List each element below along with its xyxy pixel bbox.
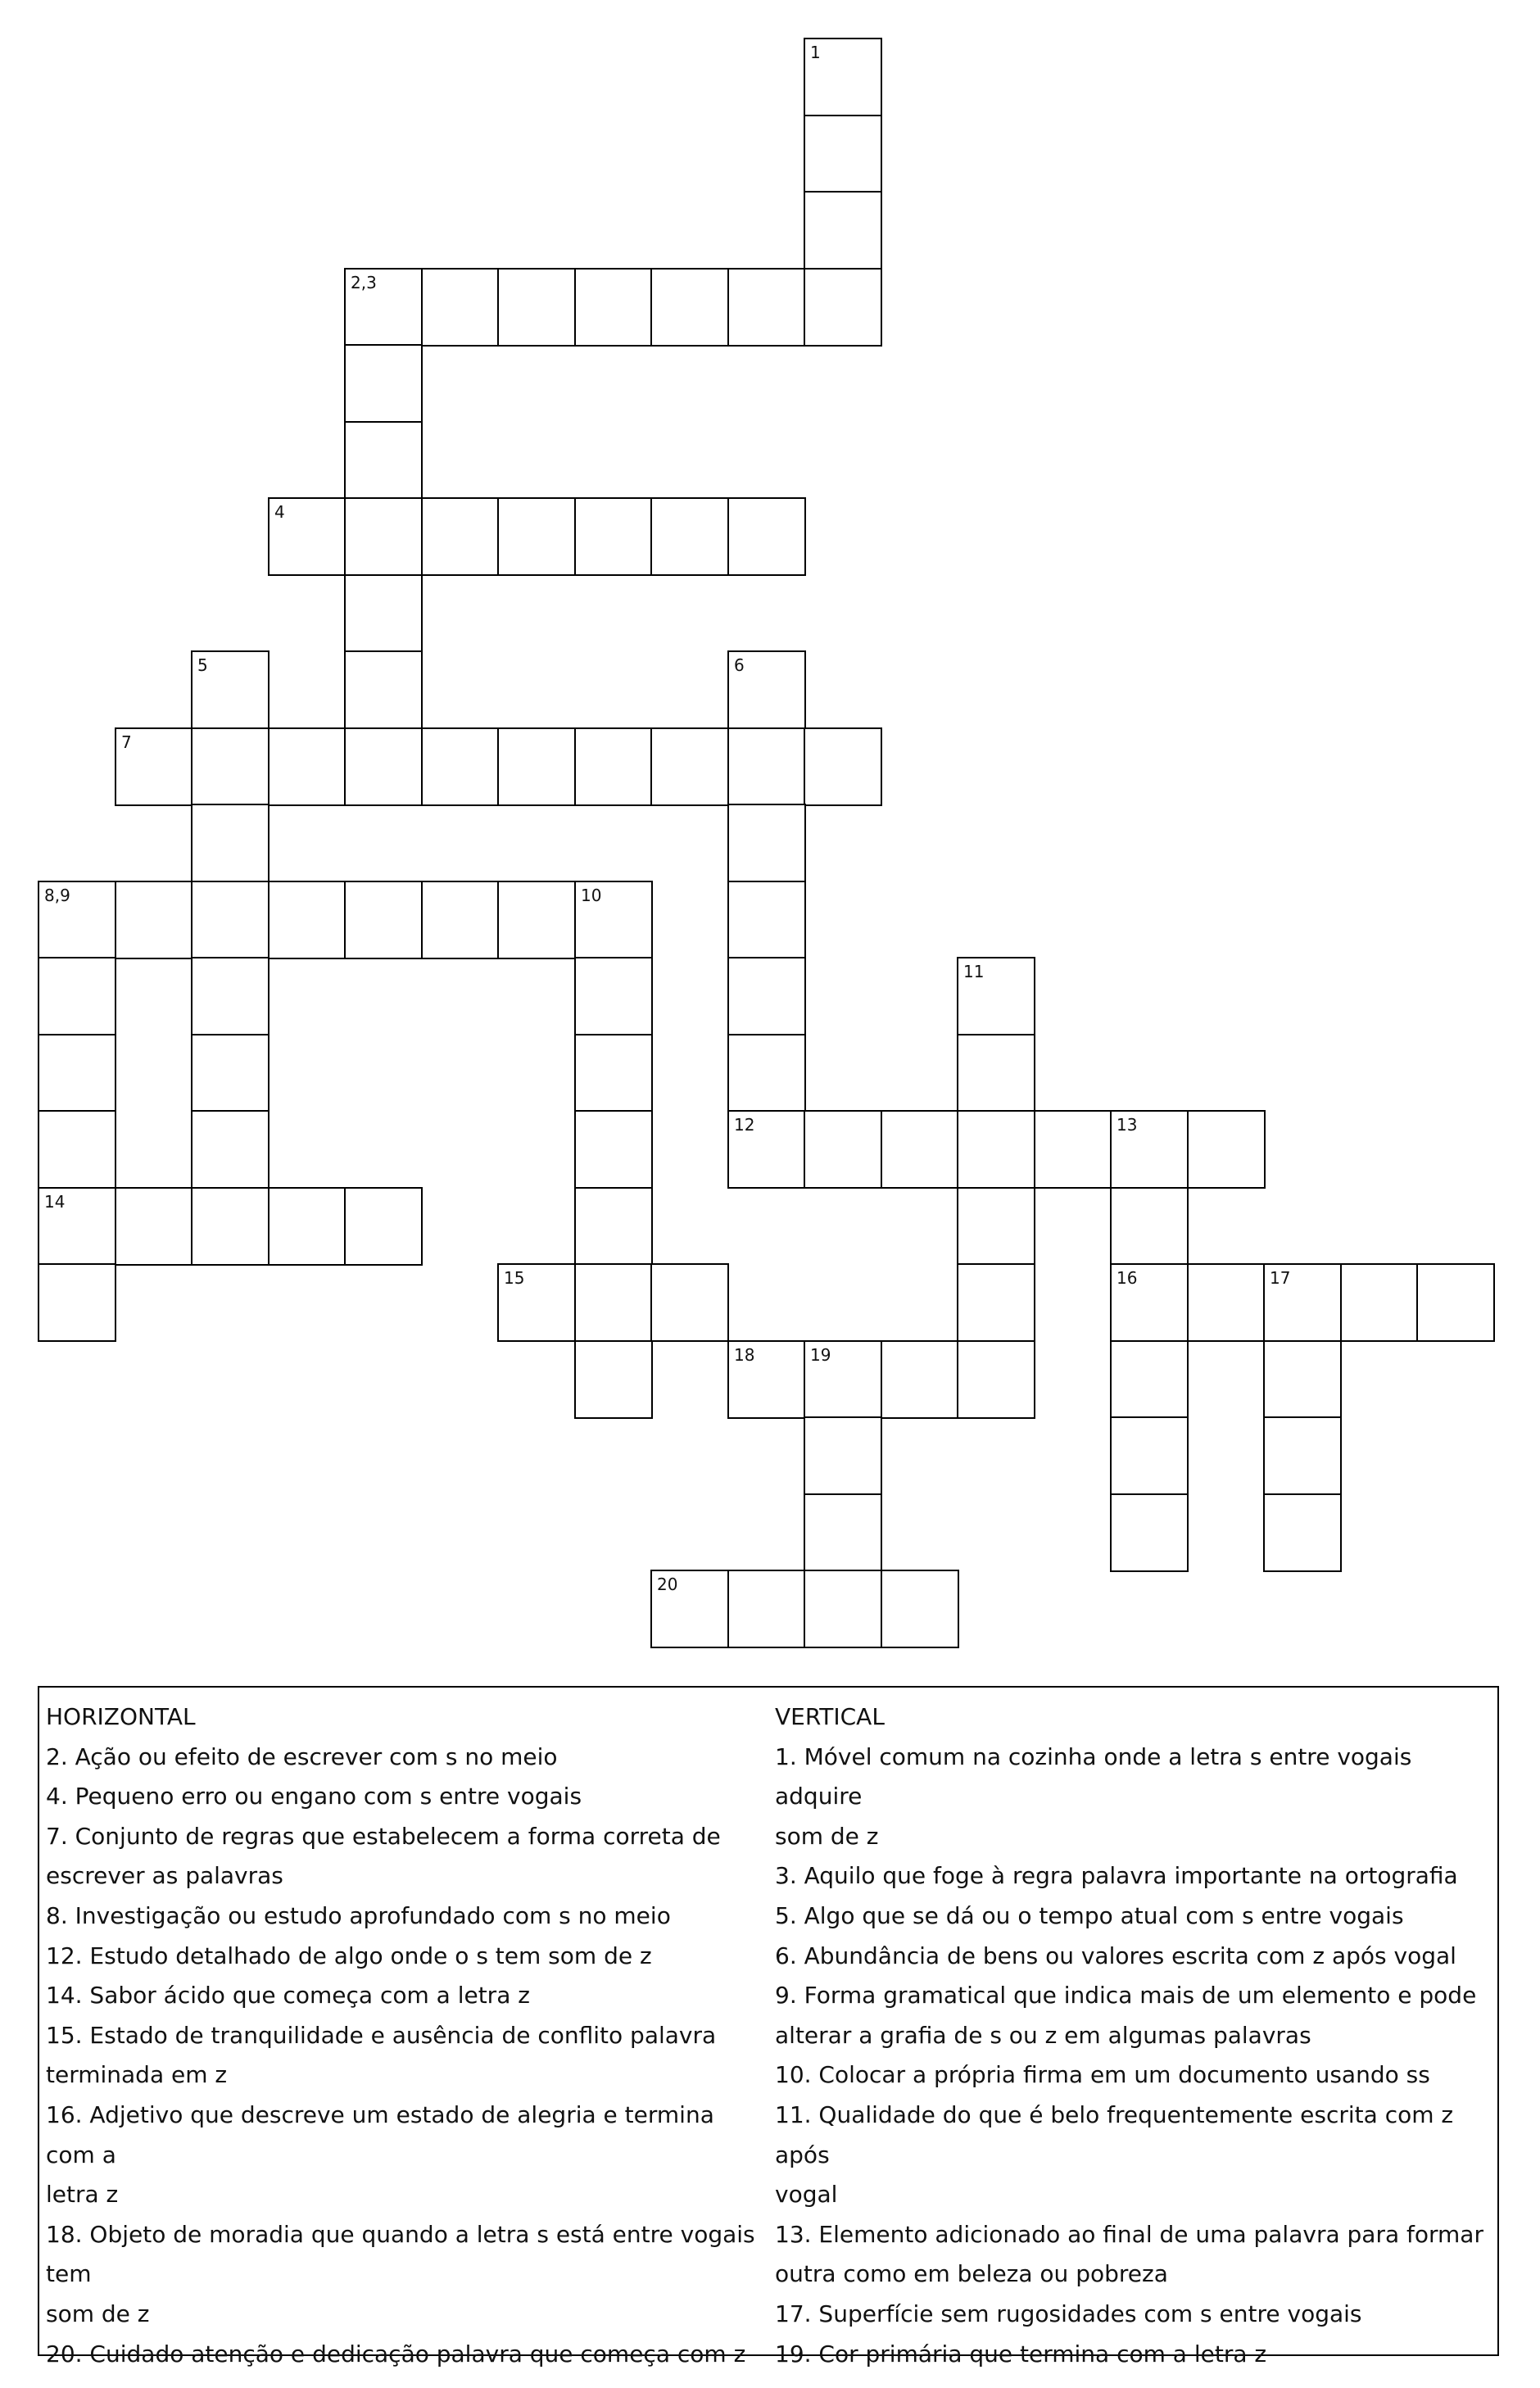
crossword-cell[interactable]: [1263, 1340, 1342, 1419]
crossword-cell[interactable]: [574, 497, 653, 576]
clue-number: 6: [734, 655, 745, 675]
clue-number: 2,3: [351, 273, 377, 292]
clue-number: 12: [734, 1115, 755, 1135]
crossword-cell[interactable]: [650, 1570, 729, 1648]
clue-line: escrever as palavras: [46, 1862, 283, 1890]
clue-line: 6. Abundância de bens ou valores escrita com z após vogal: [775, 1942, 1456, 1969]
crossword-cell[interactable]: [1110, 1340, 1189, 1419]
crossword-cell[interactable]: [497, 1263, 576, 1342]
crossword-cell[interactable]: [881, 1110, 959, 1189]
crossword-cell[interactable]: [1034, 1110, 1112, 1189]
crossword-cell[interactable]: [38, 957, 116, 1035]
crossword-cell[interactable]: [1187, 1263, 1266, 1342]
crossword-cell[interactable]: [727, 1340, 806, 1419]
clue-line: 1. Móvel comum na cozinha onde a letra s entre vogais adquire: [775, 1742, 1412, 1810]
crossword-cell[interactable]: [1416, 1263, 1495, 1342]
crossword-cell[interactable]: [344, 344, 423, 423]
clue-line: 17. Superfície sem rugosidades com s entre vogais: [775, 2300, 1362, 2327]
crossword-cell[interactable]: [1110, 1263, 1189, 1342]
crossword-cell[interactable]: [344, 497, 423, 576]
crossword-cell[interactable]: [1263, 1493, 1342, 1572]
crossword-cell[interactable]: [727, 268, 806, 347]
clue-number: 11: [963, 962, 985, 981]
crossword-cell[interactable]: [344, 421, 423, 500]
crossword-cell[interactable]: [191, 1034, 270, 1112]
clue-line: 11. Qualidade do que é belo frequentemente escrita com z após: [775, 2100, 1454, 2168]
crossword-cell[interactable]: [268, 881, 346, 959]
crossword-cell[interactable]: [650, 1263, 729, 1342]
crossword-cell[interactable]: [574, 1110, 653, 1189]
clue-line: 19. Cor primária que termina com a letra z: [775, 2340, 1267, 2368]
clue-number: 17: [1270, 1268, 1291, 1288]
crossword-cell[interactable]: [574, 1263, 653, 1342]
crossword-cell[interactable]: [804, 1570, 882, 1648]
crossword-cell[interactable]: [344, 727, 423, 806]
crossword-cell[interactable]: [804, 1416, 882, 1495]
clue-line: alterar a grafia de s ou z em algumas palavras: [775, 2021, 1311, 2049]
crossword-cell[interactable]: [727, 957, 806, 1035]
clue-line: letra z: [46, 2181, 119, 2209]
crossword-cell[interactable]: [727, 881, 806, 959]
clue-number: 16: [1116, 1268, 1138, 1288]
crossword-cell[interactable]: [38, 881, 116, 959]
clue-line: 4. Pequeno erro ou engano com s entre vogais: [46, 1783, 582, 1810]
crossword-cell[interactable]: [344, 1187, 423, 1266]
crossword-cell[interactable]: [191, 804, 270, 882]
crossword-cell[interactable]: [1263, 1416, 1342, 1495]
clue-number: 13: [1116, 1115, 1138, 1135]
crossword-cell[interactable]: [650, 727, 729, 806]
crossword-cell[interactable]: [574, 957, 653, 1035]
vertical-heading: VERTICAL: [775, 1703, 885, 1730]
crossword-cell[interactable]: [115, 727, 193, 806]
crossword-cell[interactable]: [497, 268, 576, 347]
crossword-cell[interactable]: [497, 727, 576, 806]
crossword-cell[interactable]: [421, 497, 500, 576]
crossword-cell[interactable]: [804, 1110, 882, 1189]
crossword-cell[interactable]: [957, 1034, 1035, 1112]
clue-number: 7: [121, 732, 132, 752]
clue-line: 7. Conjunto de regras que estabelecem a forma correta de: [46, 1822, 721, 1850]
crossword-cell[interactable]: [497, 881, 576, 959]
crossword-cell[interactable]: [881, 1570, 959, 1648]
crossword-cell[interactable]: [804, 1340, 882, 1419]
crossword-cell[interactable]: [191, 1187, 270, 1266]
crossword-cell[interactable]: [497, 497, 576, 576]
crossword-cell[interactable]: [191, 1110, 270, 1189]
crossword-cell[interactable]: [421, 268, 500, 347]
crossword-cell[interactable]: [1340, 1263, 1419, 1342]
crossword-cell[interactable]: [727, 804, 806, 882]
crossword-cell[interactable]: [38, 1110, 116, 1189]
crossword-cell[interactable]: [1110, 1187, 1189, 1266]
crossword-cell[interactable]: [191, 881, 270, 959]
crossword-cell[interactable]: [421, 881, 500, 959]
crossword-cell[interactable]: [574, 1187, 653, 1266]
crossword-cell[interactable]: [1263, 1263, 1342, 1342]
crossword-cell[interactable]: [268, 727, 346, 806]
clue-line: 18. Objeto de moradia que quando a letra s está entre vogais tem: [46, 2220, 755, 2288]
clue-line: som de z: [46, 2300, 150, 2327]
crossword-cell[interactable]: [727, 727, 806, 806]
crossword-cell[interactable]: [38, 1187, 116, 1266]
clue-line: terminada em z: [46, 2061, 228, 2089]
crossword-cell[interactable]: [804, 38, 882, 116]
crossword-cell[interactable]: [727, 1110, 806, 1189]
clue-number: 19: [810, 1345, 831, 1365]
clue-number: 14: [44, 1192, 66, 1212]
clue-number: 5: [197, 655, 208, 675]
crossword-cell[interactable]: [957, 1340, 1035, 1419]
crossword-cell[interactable]: [344, 650, 423, 729]
crossword-cell[interactable]: [804, 115, 882, 193]
crossword-cell[interactable]: [957, 1110, 1035, 1189]
crossword-cell[interactable]: [38, 1263, 116, 1342]
crossword-cell[interactable]: [268, 497, 346, 576]
crossword-cell[interactable]: [344, 268, 423, 347]
clue-line: outra como em beleza ou pobreza: [775, 2260, 1168, 2288]
clue-number: 8,9: [44, 886, 70, 905]
clue-line: 2. Ação ou efeito de escrever com s no meio: [46, 1742, 558, 1770]
clue-number: 18: [734, 1345, 755, 1365]
crossword-cell[interactable]: [38, 1034, 116, 1112]
crossword-cell[interactable]: [574, 727, 653, 806]
crossword-cell[interactable]: [1110, 1493, 1189, 1572]
crossword-cell[interactable]: [650, 268, 729, 347]
clue-number: 20: [657, 1575, 678, 1594]
clue-line: 3. Aquilo que foge à regra palavra importante na ortografia: [775, 1862, 1458, 1890]
clue-line: 12. Estudo detalhado de algo onde o s tem som de z: [46, 1942, 652, 1969]
crossword-cell[interactable]: [268, 1187, 346, 1266]
clue-line: 5. Algo que se dá ou o tempo atual com s entre vogais: [775, 1901, 1404, 1929]
crossword-cell[interactable]: [1187, 1110, 1266, 1189]
crossword-cell[interactable]: [115, 1187, 193, 1266]
clue-number: 10: [581, 886, 602, 905]
clue-line: 15. Estado de tranquilidade e ausência de conflito palavra: [46, 2021, 717, 2049]
crossword-cell[interactable]: [574, 1034, 653, 1112]
crossword-cell[interactable]: [957, 1187, 1035, 1266]
vertical-clues: [775, 1697, 1496, 2374]
clue-line: 20. Cuidado atenção e dedicação palavra que começa com z: [46, 2340, 746, 2368]
crossword-cell[interactable]: [957, 957, 1035, 1035]
crossword-cell[interactable]: [1110, 1110, 1189, 1189]
crossword-cell[interactable]: [421, 727, 500, 806]
crossword-cell[interactable]: [344, 881, 423, 959]
horizontal-clues: [46, 1697, 767, 2374]
clue-line: 16. Adjetivo que descreve um estado de alegria e termina com a: [46, 2100, 714, 2168]
crossword-cell[interactable]: [650, 497, 729, 576]
clue-line: 10. Colocar a própria firma em um documento usando ss: [775, 2061, 1430, 2089]
clue-number: 4: [274, 502, 285, 522]
crossword-cell[interactable]: [191, 957, 270, 1035]
clue-line: som de z: [775, 1822, 879, 1850]
crossword-cell[interactable]: [957, 1263, 1035, 1342]
horizontal-heading: HORIZONTAL: [46, 1703, 196, 1730]
crossword-cell[interactable]: [727, 497, 806, 576]
clue-line: 13. Elemento adicionado ao final de uma palavra para formar: [775, 2220, 1483, 2248]
clue-number: 15: [504, 1268, 525, 1288]
crossword-cell[interactable]: [804, 1493, 882, 1572]
crossword-cell[interactable]: [804, 268, 882, 347]
crossword-cell[interactable]: [344, 574, 423, 653]
crossword-cell[interactable]: [115, 881, 193, 959]
crossword-cell[interactable]: [727, 1034, 806, 1112]
crossword-cell[interactable]: [574, 881, 653, 959]
crossword-cell[interactable]: [804, 727, 882, 806]
clue-number: 1: [810, 43, 821, 62]
crossword-cell[interactable]: [881, 1340, 959, 1419]
crossword-cell[interactable]: [191, 727, 270, 806]
clue-line: 9. Forma gramatical que indica mais de um elemento e pode: [775, 1982, 1477, 2010]
clue-line: 8. Investigação ou estudo aprofundado com s no meio: [46, 1901, 671, 1929]
clues-box: [38, 1686, 1499, 2368]
crossword-cell[interactable]: [1110, 1416, 1189, 1495]
crossword-cell[interactable]: [727, 650, 806, 729]
crossword-cell[interactable]: [574, 1340, 653, 1419]
crossword-cell[interactable]: [804, 191, 882, 270]
crossword-cell[interactable]: [727, 1570, 806, 1648]
crossword-cell[interactable]: [574, 268, 653, 347]
clue-line: vogal: [775, 2181, 838, 2209]
crossword-cell[interactable]: [191, 650, 270, 729]
clue-line: 14. Sabor ácido que começa com a letra z: [46, 1982, 530, 2010]
